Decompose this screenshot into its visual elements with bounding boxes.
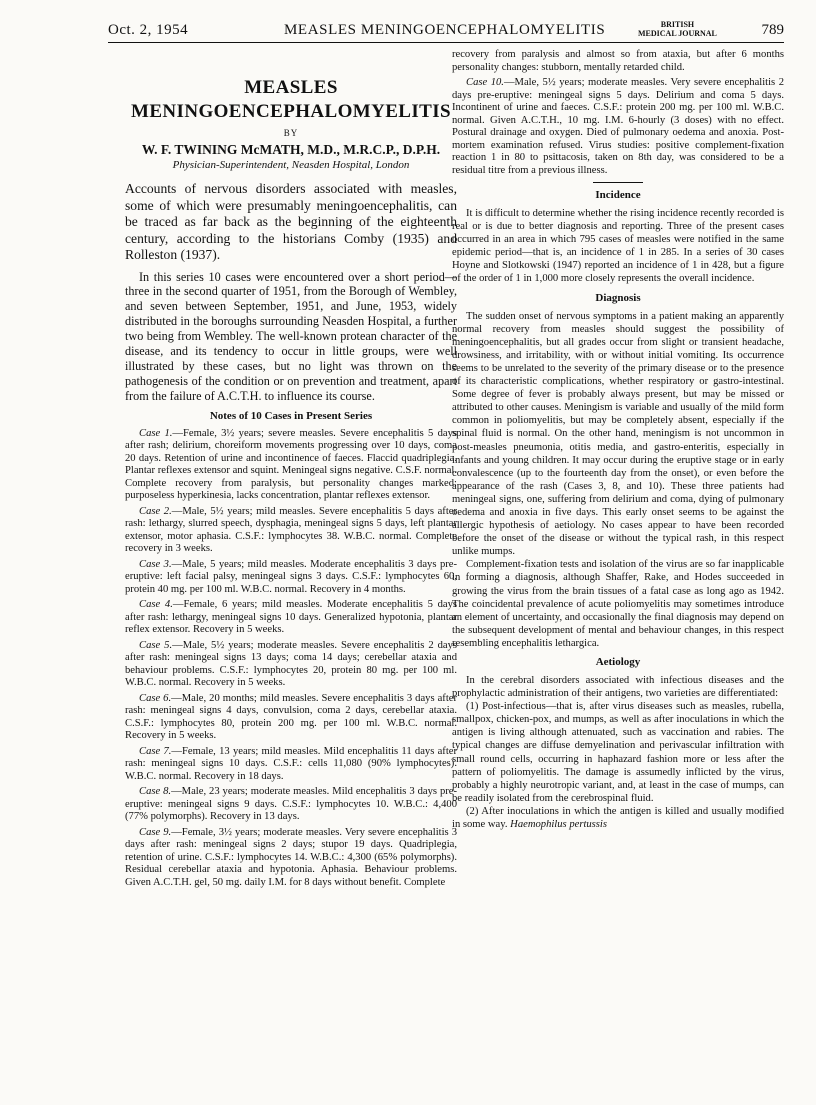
case-label: Case 6. bbox=[139, 692, 172, 704]
byline-by: BY bbox=[283, 128, 299, 138]
diagnosis-paragraph: The sudden onset of nervous symptoms in a patient making an apparently normal recovery from measles should suggest the possibility of meningoencephalitis, but all grades occur from slight or transient headache, drowsiness, and irritability, with or without initial vomiting. Its occurrence seems to be unrelated to the severity of the primary disease or to the presence of its characteristic complications, whether respiratory or gastro-intestinal. Some degree of fever is probably always present, but may be missed or attributed to other causes. Meningism is variable and usually of the mild form common in poliomyelitis, but may be completely absent, especially if the spinal fluid is normal. On the other hand, meningism is not uncommon in post-measles pneumonia, otitis media, and gastro-enteritis, especially in infants and young children. It may occur during the eruptive stage or in early convalescence (up to the fourteenth day from the onset), or even before the appearance of the rash (Cases 3, 8, and 10). These three patients had meningeal signs, one, suffering from delirium and coma, dying of pulmonary oedema and anoxia in five days. This early onset seems to be against the allergic hypothesis of aetiology. No cases appear to have been recorded before the onset of the disease or without the typical rash, in this respect unlike mumps. bbox=[452, 310, 784, 558]
aetiology-heading: Aetiology bbox=[595, 656, 641, 668]
page-number: 789 bbox=[761, 22, 784, 38]
case-note bbox=[125, 786, 457, 824]
case-note bbox=[125, 506, 457, 556]
title-line2: MENINGOENCEPHALOMYELITIS bbox=[131, 101, 451, 122]
case-note bbox=[125, 559, 457, 597]
case-text: —Female, 3½ years; severe measles. Severe encephalitis 5 days after rash; delirium, choreiform movements progressing over 10 days, coma 20 days. Retention of urine and incontinence of faeces. Flaccid quadriplegia. Plantar reflexes extensor and squint. Meningeal signs negative. C.S.F. normal. Complete recovery from paralysis, but personality changes marked: purposeless hyperkinesia, lacks concentration, plantar reflexes extensor. bbox=[125, 427, 457, 502]
case-label: Case 7. bbox=[139, 745, 172, 757]
case-label: Case 4. bbox=[139, 599, 173, 611]
case-label: Case 2. bbox=[139, 505, 172, 517]
case-text: —Male, 23 years; moderate measles. Mild encephalitis 3 days pre-eruptive: meningeal signs 9 days. C.S.F.: lymphocytes 10. W.B.C.: 4,400 (77% polymorphs). Recovery in 13 days. bbox=[125, 786, 458, 823]
diagnosis-heading: Diagnosis bbox=[595, 291, 641, 304]
case-note bbox=[125, 599, 457, 637]
section-divider bbox=[593, 182, 643, 183]
case-note bbox=[452, 77, 784, 177]
right-column bbox=[452, 49, 784, 831]
article-title bbox=[125, 76, 457, 124]
case-note bbox=[125, 746, 457, 784]
case-label: Case 5. bbox=[139, 639, 173, 651]
case-text: —Male, 5½ years; mild measles. Severe encephalitis 5 days after rash: lethargy, slurred speech, dysphagia, meningeal signs 5 days, left plantar extensor, motor aphasia. C.S.F.: lymphocytes 38. W.B.C. normal. Complete recovery in 3 weeks. bbox=[125, 505, 457, 555]
case-note bbox=[125, 428, 457, 503]
case-label: Case 3. bbox=[139, 558, 172, 570]
aetiology-paragraph bbox=[452, 805, 784, 831]
case-note bbox=[125, 827, 457, 890]
case9-continuation: recovery from paralysis and almost so from ataxia, but after 6 months personality changes: stubborn, mentally retarded child. bbox=[452, 49, 784, 73]
case-text: —Female, 6 years; mild measles. Moderate encephalitis 5 days after rash: lethargy, meningeal signs 10 days. Generalized hypotonia, plantar reflex extensor. Recovery in 5 weeks. bbox=[125, 599, 457, 636]
title-line1: MEASLES bbox=[244, 77, 338, 98]
case-text: —Male, 5½ years; moderate measles. Severe encephalitis 2 days after rash: meningeal signs 13 days; coma 14 days; cerebellar ataxia and behaviour problems. C.S.F.: lymphocytes 20, protein 80 mg. per 100 ml. W.B.C. normal. Recovery in 5 weeks. bbox=[125, 639, 457, 689]
case-text: —Female, 13 years; mild measles. Mild encephalitis 11 days after rash: meningeal signs 10 days. C.S.F.: cells 11,080 (90% lymphocytes). W.B.C. normal. Recovery in 18 days. bbox=[125, 745, 457, 782]
case-text: —Male, 5 years; mild measles. Moderate encephalitis 3 days pre-eruptive: left facial palsy, meningeal signs 3 days. C.S.F.: lymphocytes 60, protein 40 mg. per 100 ml. W.B.C. normal. Recovery in 4 months. bbox=[125, 558, 458, 595]
issue-date: Oct. 2, 1954 bbox=[108, 22, 189, 38]
aetiology-paragraph: (1) Post-infectious—that is, after virus diseases such as measles, rubella, smallpox, chicken-pox, and mumps, as well as after inoculations in which the antigen is living although attenuated, such as vaccination and rabies. The typical changes are diffuse demyelination and perivascular infiltration with small round cells, occurring in haphazard fashion more or less after the pattern of poliomyelitis. The damage is assumedly inflicted by the virus, probably a highly neurotropic variant, and, at least in the case of mumps, can be readily isolated from the cerebrospinal fluid. bbox=[452, 701, 784, 804]
header-rule bbox=[108, 42, 784, 43]
intro-paragraph: In this series 10 cases were encountered over a short period—three in the second quarter of 1951, from the Borough of Wembley, and seven between September, 1951, and June, 1953, widely distributed in the boroughs surrounding Neasden Hospital, a further two being from Wembley. The well-known protean character of the disease, and its tendency to occur in little groups, were well illustrated by these cases, but no light was thrown on the pathogenesis of the condition or on prevention and treatment, apart from the failure of A.C.T.H. to influence its course. bbox=[125, 269, 457, 403]
journal-name bbox=[638, 20, 717, 38]
case-label: Case 1. bbox=[139, 427, 173, 439]
journal-name-line1: BRITISH bbox=[660, 20, 695, 29]
diagnosis-paragraph: Complement-fixation tests and isolation of the virus are so far inapplicable in forming a diagnosis, although Shaffer, Rake, and Hodes succeeded in growing the virus from the brain tissues of a fatal case as long ago as 1942. The coincidental prevalence of acute poliomyelitis may sometimes introduce an element of uncertainty, and occasionally the final diagnosis may depend on the subsequent development of mental and behaviour changes, in this respect resembling encephalitis lethargica. bbox=[452, 559, 784, 649]
incidence-paragraph: It is difficult to determine whether the rising incidence recently recorded is real or is due to better diagnosis and reporting. Three of the present cases occurred in an area in which 795 cases of measles were notified in the same epidemic period—that is, an incidence of 1 in 285. In a series of 30 cases Hoyne and Slotkowski (1947) reported an incidence of 1 in 428, but a figure of the order of 1 in 1,000 more closely represents the overall incidence. bbox=[452, 208, 784, 285]
case-note bbox=[125, 693, 457, 743]
journal-name-line2: MEDICAL JOURNAL bbox=[638, 29, 717, 38]
author-name: W. F. TWINING McMATH, M.D., M.R.C.P., D.P.H. bbox=[141, 142, 441, 157]
organism-name: Haemophilus pertussis bbox=[510, 819, 607, 831]
case-label: Case 9. bbox=[139, 826, 172, 838]
running-header bbox=[108, 18, 784, 50]
case-label: Case 10. bbox=[466, 77, 504, 88]
aetiology-paragraph: In the cerebral disorders associated with infectious diseases and the prophylactic administration of their antigens, two varieties are differentiated: bbox=[452, 675, 784, 700]
case-note bbox=[125, 640, 457, 690]
case-text: —Female, 3½ years; moderate measles. Very severe encephalitis 3 days after rash: meningeal signs 2 days; stupor 19 days. Quadriplegia, retention of urine. C.S.F.: lymphocytes 14. W.B.C.: 4,300 (65% polymorphs). Residual cerebellar ataxia and hypotonia. Aphasia. Behaviour problems. Given A.C.T.H. gel, 50 mg. daily I.M. for 8 days without benefit. Complete bbox=[125, 826, 458, 888]
running-title: MEASLES MENINGOENCEPHALOMYELITIS bbox=[284, 22, 606, 38]
incidence-heading: Incidence bbox=[595, 189, 641, 201]
left-column bbox=[125, 76, 457, 892]
abstract-paragraph: Accounts of nervous disorders associated with measles, some of which were presumably meningoencephalitis, can be traced as far back as the beginning of the eighteenth century, according to the historians Comby (1935) and Rolleston (1937). bbox=[125, 181, 457, 262]
case-text: —Male, 20 months; mild measles. Severe encephalitis 3 days after rash: meningeal signs 4 days, convulsion, coma 2 days, cerebellar ataxia. C.S.F.: lymphocytes 80, protein 200 mg. per 100 ml. W.B.C. normal. Recovery in 5 weeks. bbox=[125, 692, 457, 742]
author-affiliation: Physician-Superintendent, Neasden Hospital, London bbox=[172, 159, 410, 171]
case-text: —Male, 5½ years; moderate measles. Very severe encephalitis 2 days pre-eruptive: meningeal signs 5 days. Delirium and coma 5 days. Incontinent of urine and faeces. C.S.F.: protein 200 mg. per 100 ml. W.B.C. normal. Given A.C.T.H., 10 mg. I.M. 6-hourly (3 doses) with no effect. Postural drainage and oxygen. Died of pulmonary oedema and anoxia. Post-mortem examination refused. Virus studies: positive complement-fixation reaction 1 in 80 to psittacosis, taken on 8th day, was considered to be a residual titre from a previous illness. bbox=[452, 77, 784, 176]
cases-heading: Notes of 10 Cases in Present Series bbox=[209, 409, 373, 422]
case-label: Case 8. bbox=[139, 786, 172, 798]
aetiology-text: (2) After inoculations in which the antigen is killed and usually modified in some way. bbox=[452, 805, 784, 831]
